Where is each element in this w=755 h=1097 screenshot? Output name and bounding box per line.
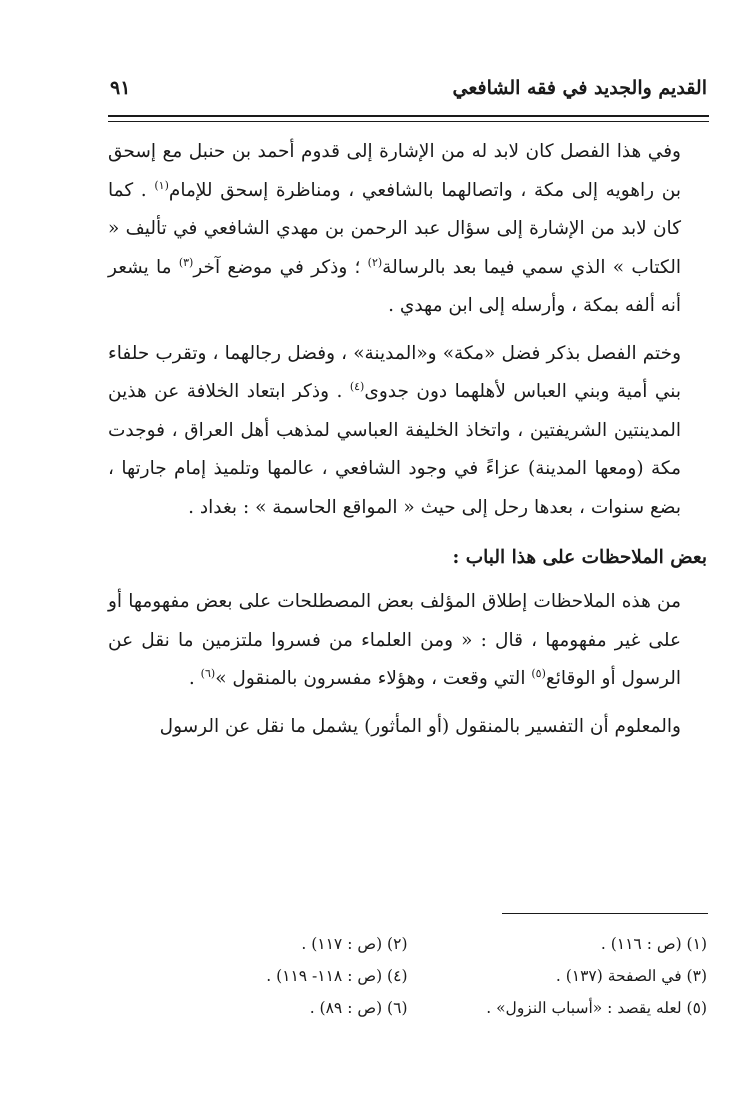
paragraph-text: والمعلوم أن التفسير بالمنقول (أو المأثور) يشمل ما نقل عن الرسول <box>159 715 681 737</box>
footnote-ref-2: (٢) <box>367 255 383 269</box>
footnote-row <box>108 994 707 1026</box>
footnote-row <box>108 962 707 994</box>
footnotes <box>108 930 707 1026</box>
footnote-separator <box>502 913 708 914</box>
page-number: ٩١ <box>110 77 131 99</box>
footnote-ref-4: (٤) <box>349 380 365 393</box>
footnote-ref-6: (٦) <box>200 667 216 680</box>
footnote-1: (١) (ص : ١١٦) . <box>600 935 707 953</box>
footnote-row <box>108 930 707 962</box>
paragraph-text: من هذه الملاحظات إطلاق المؤلف بعض المصطلحات على بعض مفهومها أو على غير مفهومها ، قال : « ومن العلماء من فسروا ملتزمين ما نقل عن الرسول أو الوقائع <box>108 591 681 689</box>
paragraph-4 <box>108 708 707 747</box>
footnote-6: (٦) (ص : ٨٩) . <box>309 999 408 1017</box>
footnote-5: (٥) لعله يقصد : «أسباب النزول» . <box>486 999 707 1017</box>
paragraph-text: وختم الفصل بذكر فضل «مكة» و«المدينة» ، وفضل رجالهما ، وتقرب حلفاء بني أمية وبني العباس لأهلهما دون جدوى <box>108 342 681 402</box>
paragraph-text: وفي هذا الفصل كان لابد له من الإشارة إلى قدوم أحمد بن حنبل مع إسحق بن راهويه إلى مكة ، واتصالهما بالشافعي ، ومناظرة إسحق للإمام <box>108 141 682 201</box>
footnote-2: (٢) (ص : ١١٧) . <box>301 935 408 953</box>
paragraph-text: ؛ وذكر في موضع آخر <box>193 256 368 278</box>
paragraph-2 <box>108 335 707 528</box>
paragraph-text: . كما كان لابد من الإشارة إلى سؤال عبد الرحمن بن مهدي الشافعي في تأليف « الكتاب » الذي سمي فيما بعد بالرسالة <box>108 179 681 278</box>
footnote-ref-3: (٣) <box>178 255 194 269</box>
running-title: القديم والجديد في فقه الشافعي <box>452 77 707 99</box>
section-heading: بعض الملاحظات على هذا الباب : <box>452 547 707 568</box>
paragraph-text: ما يشعر أنه ألفه بمكة ، وأرسله إلى ابن مهدي . <box>108 256 681 316</box>
paragraph-text: التي وقعت ، وهؤلاء مفسرون بالمنقول » <box>215 668 532 689</box>
paragraph-text: . وذكر ابتعاد الخلافة عن هذين المدينتين الشريفتين ، واتخاذ الخليفة العباسي لمذهب أهل العراق ، فوجدت مكة (ومعها المدينة) عزاءً في وجود الشافعي ، عالمها وتلميذ إمام جارتها ، بضع سنوات ، بعدها رحل إلى حيث « المواقع الحاسمة » : بغداد . <box>108 381 681 518</box>
paragraph-1 <box>108 133 707 326</box>
footnote-ref-5: (٥) <box>531 667 546 680</box>
paragraph-text: . <box>188 668 201 689</box>
page-header <box>108 74 707 114</box>
footnote-3: (٣) في الصفحة (١٣٧) . <box>555 967 707 985</box>
header-rule <box>108 115 709 122</box>
paragraph-3 <box>108 583 707 699</box>
footnote-4: (٤) (ص : ١١٨- ١١٩) . <box>266 967 408 985</box>
footnote-ref-1: (١) <box>154 178 169 192</box>
body-text <box>108 133 707 746</box>
